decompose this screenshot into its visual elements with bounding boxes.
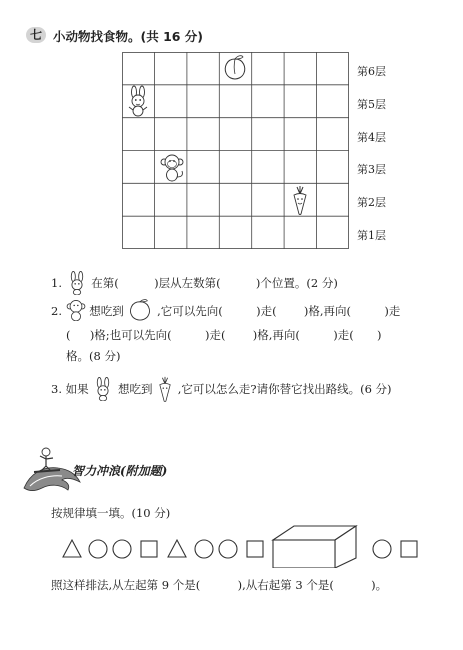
monkey-icon bbox=[161, 155, 183, 181]
peach-icon bbox=[127, 299, 153, 321]
monkey-icon bbox=[66, 299, 86, 321]
q2-line1-b: ,它可以先向( bbox=[157, 304, 223, 318]
question-2-number: 2. bbox=[51, 304, 62, 318]
circle-shape bbox=[373, 540, 391, 558]
square-shape bbox=[141, 541, 157, 557]
circle-shape bbox=[219, 540, 237, 558]
bonus-instruction: 按规律填一填。(10 分) bbox=[51, 506, 171, 520]
question-2-line-2 bbox=[66, 327, 382, 343]
carrot-icon bbox=[156, 376, 174, 402]
square-shape bbox=[247, 541, 263, 557]
q2-line2-c: )走( bbox=[204, 328, 226, 342]
peach-icon bbox=[225, 56, 244, 79]
q2-line1-c: )走( bbox=[256, 304, 277, 318]
q2-line1-a: 想吃到 bbox=[89, 304, 124, 318]
circle-shape bbox=[89, 540, 107, 558]
q3-text-b: 想吃到 bbox=[117, 382, 153, 396]
floor-label-1: 第1层 bbox=[357, 229, 386, 242]
question-1 bbox=[51, 271, 338, 295]
floor-label-4: 第4层 bbox=[357, 131, 386, 144]
hidden-shapes-box bbox=[273, 526, 356, 568]
rabbit-icon bbox=[66, 271, 88, 295]
q2-line2-b: )格;也可以先向( bbox=[89, 328, 172, 342]
q2-line2-a: ( bbox=[66, 328, 71, 342]
q2-line2-e: )走( bbox=[333, 328, 354, 342]
floor-label-3: 第3层 bbox=[357, 163, 386, 176]
pattern-sequence bbox=[60, 522, 425, 568]
rabbit-icon bbox=[129, 86, 147, 116]
circle-shape bbox=[113, 540, 131, 558]
carrot-icon bbox=[294, 186, 306, 215]
triangle-shape bbox=[168, 540, 186, 557]
question-3-number: 3. bbox=[51, 382, 62, 396]
position-grid bbox=[122, 52, 349, 249]
q2-line1-e: )走 bbox=[384, 304, 401, 318]
bonus-answer-a: 照这样排法,从左起第 9 个是( bbox=[51, 578, 201, 592]
floor-label-5: 第5层 bbox=[357, 98, 386, 111]
bonus-answer-line bbox=[51, 577, 387, 593]
section-title: 小动物找食物。(共 16 分) bbox=[53, 29, 204, 44]
bonus-answer-b: ),从右起第 3 个是( bbox=[237, 578, 334, 592]
rabbit-icon bbox=[92, 377, 114, 401]
question-3 bbox=[51, 376, 392, 402]
q2-line2-f: ) bbox=[377, 328, 382, 342]
section-number-badge: 七 bbox=[26, 27, 46, 43]
bonus-title: 智力冲浪(附加题) bbox=[72, 464, 168, 478]
q2-line2-d: )格,再向( bbox=[252, 328, 300, 342]
square-shape bbox=[401, 541, 417, 557]
q3-text-a: 如果 bbox=[65, 382, 89, 396]
triangle-shape bbox=[63, 540, 81, 557]
q2-line1-d: )格,再向( bbox=[303, 304, 352, 318]
q1-text-a: 在第( bbox=[91, 276, 119, 290]
q3-text-c: ,它可以怎么走?请你替它找出路线。(6 分) bbox=[177, 382, 392, 396]
question-2 bbox=[51, 299, 400, 321]
q1-text-b: )层从左数第( bbox=[154, 276, 221, 290]
circle-shape bbox=[195, 540, 213, 558]
bonus-answer-c: )。 bbox=[371, 578, 388, 592]
question-2-line-3: 格。(8 分) bbox=[66, 349, 121, 363]
q1-text-c: )个位置。(2 分) bbox=[255, 276, 338, 290]
floor-label-2: 第2层 bbox=[357, 196, 386, 209]
question-1-number: 1. bbox=[51, 276, 62, 290]
floor-label-6: 第6层 bbox=[357, 65, 386, 78]
